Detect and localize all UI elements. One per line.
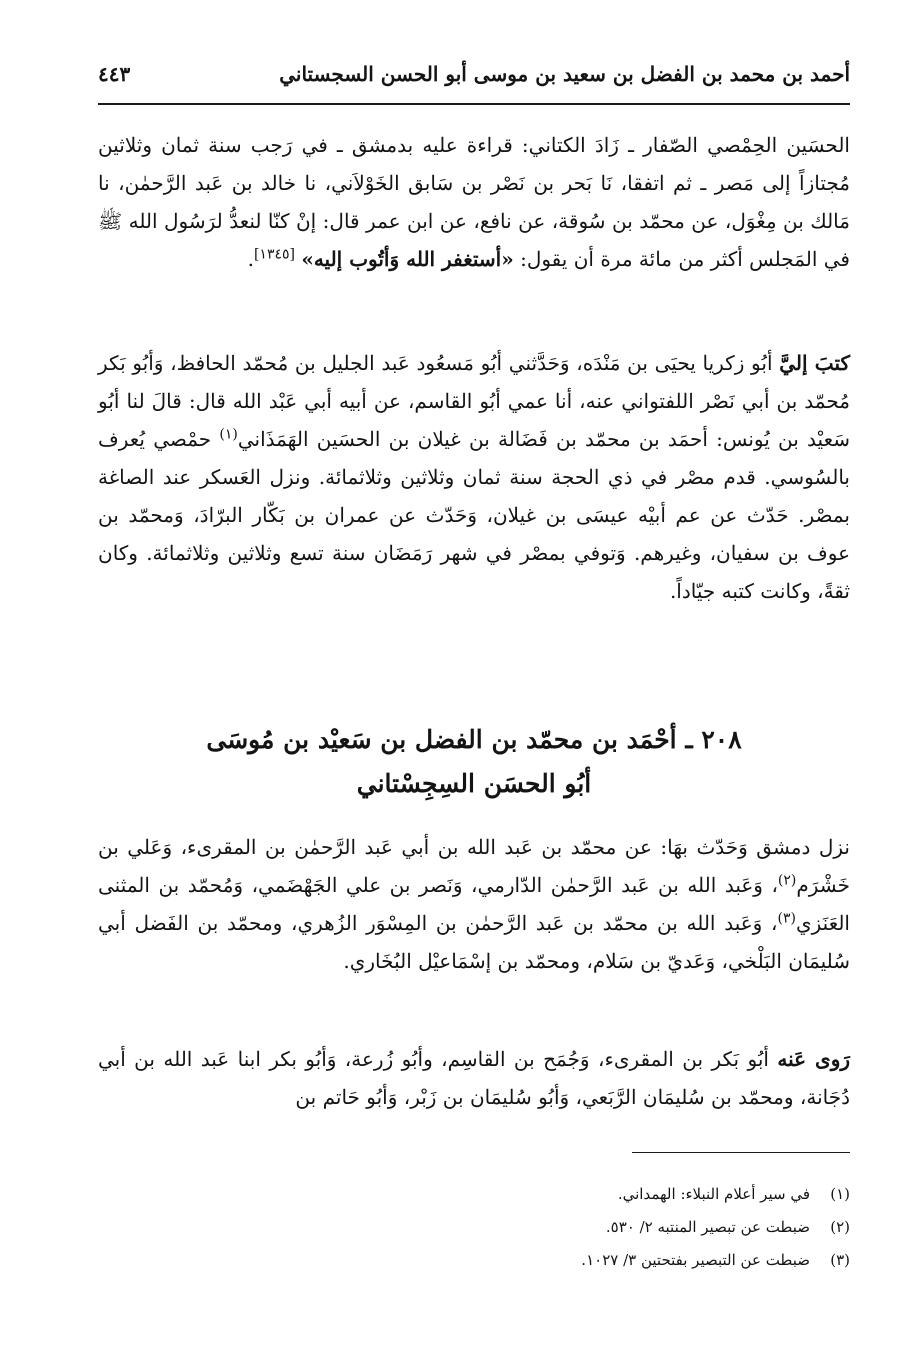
page-number: ٤٤٣ bbox=[98, 62, 131, 86]
hadith-quote: «أستغفر الله وَأتُوب إليه» bbox=[301, 247, 514, 271]
footnote-number: (١) bbox=[830, 1185, 850, 1203]
paragraph-text: أبُو زكريا يحيَى بن مَنْدَه، وَحَدَّثني أبُو مَسعُود عَبد الجليل بن مُحمّد الحافظ، وَأبُو بَكر مُحمّد بن أبي نَصْر اللفتواني عنه، أنا عمي أبُو القاسم، عن أبيه أبي عَبْد الله قال: قالَ لنا أبُو سَعيْد بن يُونس: أحمَد بن محمّد بن فَضَالة بن غيلان بن الحسَين الهَمَذَاني bbox=[98, 351, 850, 451]
running-title: أحمد بن محمد بن الفضل بن سعيد بن موسى أبو الحسن السجستاني bbox=[279, 62, 850, 86]
footnote bbox=[98, 1211, 850, 1244]
footnotes bbox=[98, 1178, 850, 1277]
entry-heading-line1: ٢٠٨ ـ أحْمَد بن محمّد بن الفضل بن سَعيْد بن مُوسَى bbox=[206, 725, 742, 754]
footnote-text: ضبطت عن التبصير بفتحتين ٣/ ١٠٢٧. bbox=[581, 1251, 810, 1269]
paragraph-end: . bbox=[247, 247, 254, 271]
paragraph-text: نزل دمشق وَحَدّث بهَا: عن محمّد بن عَبد الله بن أبي عَبد الرَّحمٰن بن المقرىء، وَعَلي بن خَشْرَم bbox=[98, 835, 850, 897]
paragraph-text-middle: ، وَعَبد الله بن عَبد الرَّحمٰن الدّارمي، وَنَصر بن علي الجَهْضَمي، وَمُحمّد بن المثنى العَنَزي bbox=[98, 873, 850, 935]
footnote-marker-1: (١) bbox=[219, 426, 238, 443]
paragraph-text: أبُو بَكر بن المقرىء، وَجُمَح بن القاسِم، وأبُو زُرعة، وَأبُو بكر ابنا عَبد الله بن أبي دُجَانة، ومحمّد بن سُليمَان الرَّبَعي، وَأبُو سُليمَان بن زَبْر، وَأبُو حَاتم بن bbox=[98, 1047, 850, 1109]
footnote bbox=[98, 1244, 850, 1277]
footnote-marker-2: (٢) bbox=[777, 872, 797, 889]
paragraph-lead: كتبَ إليَّ bbox=[779, 351, 850, 375]
paragraph-text-rest: حمْصي يُعرف بالسُوسي. قدم مصْر في ذي الحجة سنة ثمان وثلاثين وثلاثمائة. ونزل العَسكر عند الصاغة بمصْر. حَدّث عن عم أبيْه عيسَى بن غيلان، وَحَدّث عن عمران بن بَكّار البرّادَ، وَمحمّد بن عوف بن سفيان، وغيرهم. وَتوفي بمصْر في شهر رَمَضَان سنة تسع وثلاثين وثلاثمائة. وكان ثقةً، وكانت كتبه جيّاداً. bbox=[98, 427, 851, 603]
paragraph-biography bbox=[98, 344, 850, 610]
paragraph-text-rest: ، وَعَبد الله بن محمّد بن عَبد الرَّحمٰن بن المِسْوَر الزُهري، ومحمّد بن الفَضل أبي سُليمَان البَلْخي، وَعَديّ بن سَلام، ومحمّد بن إسْمَاعيْل البُخَاري. bbox=[98, 911, 850, 973]
page-header bbox=[98, 58, 850, 98]
footnote-marker-3: (٣) bbox=[777, 910, 796, 927]
entry-heading bbox=[98, 718, 850, 806]
paragraph-hadith bbox=[98, 126, 850, 278]
reference-number: [١٣٤٥] bbox=[253, 246, 295, 263]
footnote-rule bbox=[632, 1152, 850, 1153]
footnote-text: في سير أعلام النبلاء: الهمداني. bbox=[617, 1185, 810, 1203]
footnote bbox=[98, 1178, 850, 1211]
paragraph-lead: رَوى عَنه bbox=[777, 1047, 851, 1071]
footnote-number: (٢) bbox=[830, 1218, 850, 1236]
paragraph-students bbox=[98, 1040, 850, 1116]
header-rule bbox=[98, 103, 850, 105]
paragraph-text: الحسَين الحِمْصي الصّفار ـ زَادَ الكتاني: قراءة عليه بدمشق ـ في رَجب سنة ثمان وثلاثين مُجتازاً إلى مَصر ـ ثم اتفقا، نَا بَحر بن نَصْر بن سَابق الخَوْلاَني، نا خالد بن عَبد الرَّحمٰن، نا مَالك بن مِغْوَل، عن محمّد بن سُوقة، عن نافع، عن ابن عمر قال: إنْ كنّا لنعدُّ لرَسُول الله ﷺ في المَجلس أكثر من مائة مرة أن يقول: bbox=[98, 133, 850, 271]
paragraph-teachers bbox=[98, 828, 850, 980]
footnote-number: (٣) bbox=[830, 1251, 850, 1269]
entry-heading-line2: أبُو الحسَن السِجِسْتاني bbox=[356, 769, 592, 798]
footnote-text: ضبطت عن تبصير المنتبه ٢/ ٥٣٠. bbox=[605, 1218, 810, 1236]
